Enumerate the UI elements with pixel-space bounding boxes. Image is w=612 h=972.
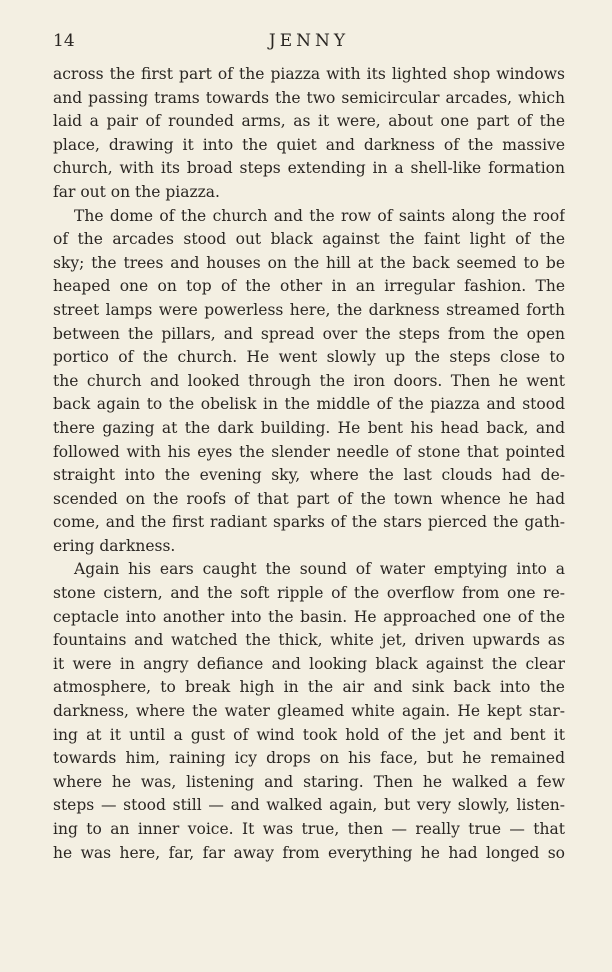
text-line: church, with its broad steps extending in a shell-like formation bbox=[53, 159, 565, 178]
text-line: and passing trams towards the two semicircular arcades, which bbox=[53, 88, 565, 107]
text-line: ering darkness. bbox=[53, 536, 176, 555]
text-line: there gazing at the dark building. He bent his head back, and bbox=[53, 418, 565, 437]
text-line: straight into the evening sky, where the last clouds had de- bbox=[53, 466, 565, 485]
text-line: Again his ears caught the sound of water emptying into a bbox=[74, 560, 565, 579]
text-line: fountains and watched the thick, white jet, driven upwards as bbox=[53, 631, 565, 650]
text-line: scended on the roofs of that part of the town whence he had bbox=[53, 489, 565, 508]
running-title: JENNY bbox=[268, 31, 350, 51]
text-line: ing at it until a gust of wind took hold of the jet and bent it bbox=[53, 725, 565, 744]
text-line: laid a pair of rounded arms, as it were, about one part of the bbox=[53, 112, 565, 131]
page-number: 14 bbox=[53, 31, 75, 51]
text-line: atmosphere, to break high in the air and sink back into the bbox=[53, 678, 565, 697]
text-line: towards him, raining icy drops on his face, but he remained bbox=[53, 749, 565, 768]
text-line: sky; the trees and houses on the hill at the back seemed to be bbox=[53, 253, 565, 272]
text-line: the church and looked through the iron doors. Then he went bbox=[53, 371, 565, 390]
text-line: back again to the obelisk in the middle of the piazza and stood bbox=[53, 395, 565, 414]
text-line: place, drawing it into the quiet and darkness of the massive bbox=[53, 135, 565, 154]
text-line: across the first part of the piazza with its lighted shop windows bbox=[53, 65, 565, 83]
text-line: street lamps were powerless here, the darkness streamed forth bbox=[53, 300, 565, 319]
text-line: come, and the first radiant sparks of the stars pierced the gath- bbox=[53, 513, 565, 532]
text-line: heaped one on top of the other in an irregular fashion. The bbox=[53, 277, 565, 296]
text-line: far out on the piazza. bbox=[53, 182, 220, 201]
text-line: followed with his eyes the slender needle of stone that pointed bbox=[53, 442, 565, 461]
text-line: it were in angry defiance and looking black against the clear bbox=[53, 654, 565, 673]
text-line: ceptacle into another into the basin. He approached one of the bbox=[53, 607, 565, 626]
text-line: ing to an inner voice. It was true, then — really true — that bbox=[53, 820, 565, 838]
text-line: The dome of the church and the row of saints along the roof bbox=[74, 206, 565, 225]
page-header bbox=[53, 31, 565, 55]
text-line: of the arcades stood out black against the faint light of the bbox=[53, 230, 565, 249]
text-line: darkness, where the water gleamed white again. He kept star- bbox=[53, 702, 565, 721]
text-line: where he was, listening and staring. Then he walked a few bbox=[53, 772, 565, 791]
text-line: between the pillars, and spread over the steps from the open bbox=[53, 324, 565, 343]
text-line: steps — stood still — and walked again, but very slowly, listen- bbox=[53, 796, 565, 815]
text-line: stone cistern, and the soft ripple of the overflow from one re- bbox=[53, 584, 565, 603]
body-text bbox=[53, 63, 565, 865]
text-line: portico of the church. He went slowly up the steps close to bbox=[53, 348, 565, 367]
text-line: he was here, far, far away from everything he had longed so bbox=[53, 843, 565, 862]
